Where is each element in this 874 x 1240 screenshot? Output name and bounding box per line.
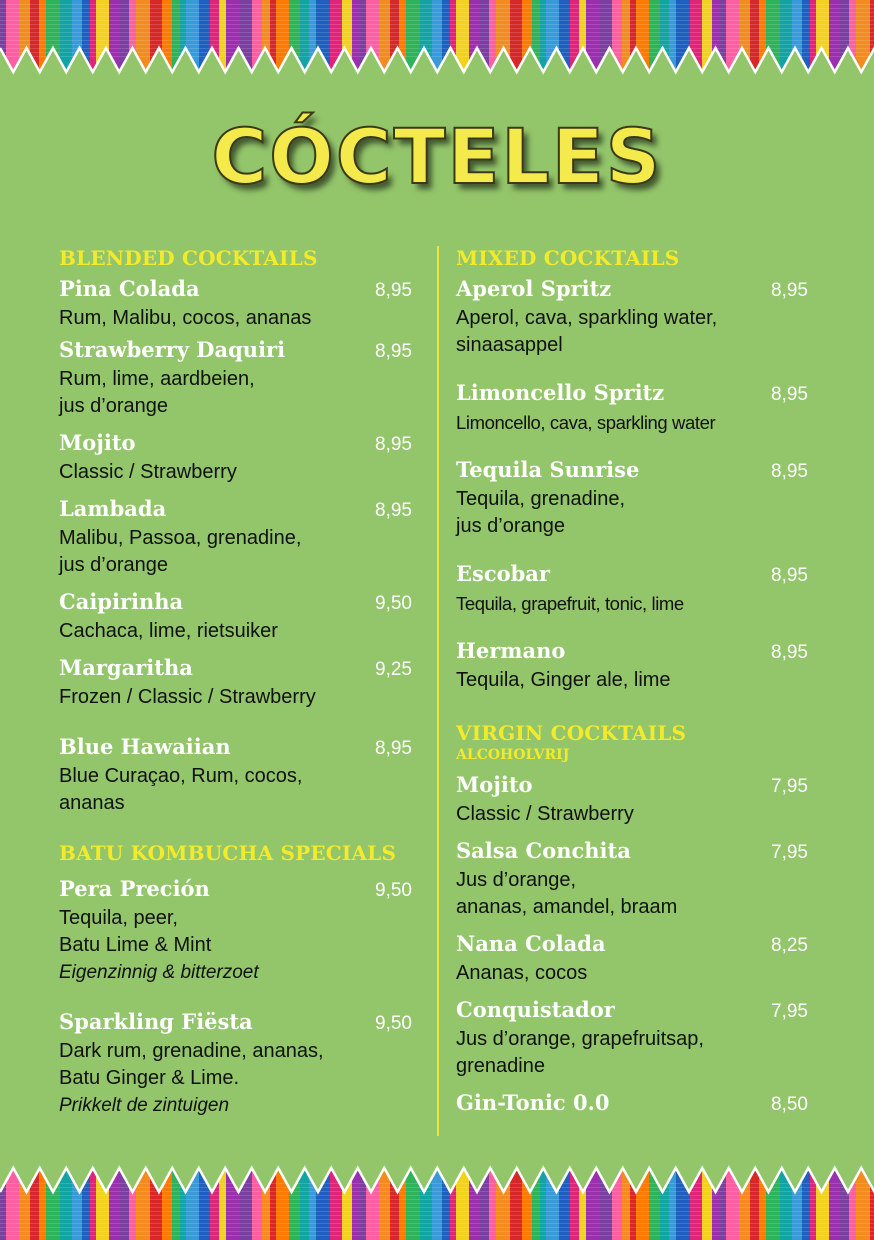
menu-item-description: jus d’orange [59,554,168,576]
column-divider [437,246,439,1136]
menu-item-price: 8,25 [771,935,808,956]
menu-item-header [59,588,412,618]
menu-item-description: Jus d’orange, [456,869,577,891]
menu-item [456,996,808,1080]
menu-item [456,837,808,921]
menu-item-description: Limoncello, cava, sparkling water [456,412,716,433]
menu-item-description: Frozen / Classic / Strawberry [59,686,316,708]
menu-item-header [59,336,412,366]
menu-item [456,771,808,828]
menu-item-price: 8,95 [771,565,808,586]
menu-item [59,495,412,579]
menu-item-price: 8,95 [375,500,412,521]
menu-item-name: Blue Hawaiian [59,734,231,759]
menu-item-description: Dark rum, grenadine, ananas, [59,1040,324,1062]
section-subtitle-virgin: ALCOHOLVRIJ [456,747,570,763]
menu-item-description: Tequila, peer, [59,907,178,929]
menu-item-description: Rum, Malibu, cocos, ananas [59,307,312,329]
menu-item-name: Mojito [456,772,533,797]
menu-item-description: Cachaca, lime, rietsuiker [59,620,278,642]
menu-item [59,275,412,332]
menu-item-name: Lambada [59,496,167,521]
right-column [456,244,808,1119]
menu-item-header [456,637,808,667]
menu-item [59,588,412,645]
menu-item-name: Conquistador [456,997,615,1022]
menu-item-description: Classic / Strawberry [456,803,634,825]
menu-item-price: 8,95 [771,280,808,301]
menu-item-name: Strawberry Daquiri [59,337,286,362]
section-title-virgin: VIRGIN COCKTAILS [456,721,687,745]
menu-item-header [59,429,412,459]
menu-item-tagline: Prikkelt de zintuigen [59,1095,230,1116]
menu-item-header [456,771,808,801]
menu-item-description: Malibu, Passoa, grenadine, [59,527,302,549]
menu-item-description: sinaasappel [456,334,563,356]
menu-item [456,637,808,694]
menu-item-name: Nana Colada [456,931,606,956]
menu-item-name: Pera Preción [59,876,210,901]
menu-item-description: Blue Curaçao, Rum, cocos, [59,765,303,787]
section-blended [59,244,412,817]
menu-item-name: Margaritha [59,655,193,680]
menu-item [456,275,808,359]
menu-item-header [59,495,412,525]
menu-item-name: Aperol Spritz [456,276,612,301]
menu-item [59,429,412,486]
menu-item [59,1008,412,1119]
menu-item-price: 9,25 [375,659,412,680]
menu-item-price: 9,50 [375,593,412,614]
menu-item-header [456,275,808,305]
menu-item-price: 8,95 [375,280,412,301]
menu-item-description: Tequila, Ginger ale, lime [456,669,671,691]
woven-border-top [0,0,874,80]
woven-border-bottom [0,1160,874,1240]
menu-item [59,875,412,986]
menu-item-description: ananas, amandel, braam [456,896,678,918]
menu-item-price: 7,95 [771,842,808,863]
menu-item-price: 8,95 [771,461,808,482]
menu-item [59,733,412,817]
menu-item-description: Batu Ginger & Lime. [59,1067,240,1089]
menu-item-price: 8,50 [771,1094,808,1115]
menu-item-name: Sparkling Fiësta [59,1009,253,1034]
menu-item-name: Limoncello Spritz [456,380,665,405]
menu-item [456,930,808,987]
menu-item-description: Jus d’orange, grapefruitsap, [456,1028,704,1050]
menu-item-price: 9,50 [375,1013,412,1034]
section-title-kombucha: BATU KOMBUCHA SPECIALS [59,841,397,865]
menu-item-description: Ananas, cocos [456,962,588,984]
left-column [59,244,412,1119]
menu-item-header [456,560,808,590]
menu-item-description: ananas [59,792,125,814]
menu-item-name: Salsa Conchita [456,838,631,863]
menu-item-header [59,733,412,763]
menu-item-tagline: Eigenzinnig & bitterzoet [59,962,259,983]
menu-item-description: Rum, lime, aardbeien, [59,368,255,390]
menu-item [59,336,412,420]
menu-item-name: Gin-Tonic 0.0 [456,1090,610,1115]
menu-item-price: 7,95 [771,1001,808,1022]
menu-item-name: Escobar [456,561,550,586]
menu-item-header [456,379,808,409]
menu-item-description: Tequila, grenadine, [456,488,626,510]
menu-item-description: Batu Lime & Mint [59,934,212,956]
menu-item-header [59,275,412,305]
menu-item-price: 8,95 [771,642,808,663]
menu-item-price: 8,95 [375,341,412,362]
menu-item-name: Hermano [456,638,566,663]
menu-item-name: Mojito [59,430,136,455]
menu-item [456,1089,808,1119]
section-kombucha [59,839,412,1119]
page-title: CÓCTELES [211,112,663,201]
menu-item-header [59,1008,412,1038]
menu-item [456,560,808,617]
menu-item [456,456,808,540]
menu-item-name: Pina Colada [59,276,200,301]
menu-item-description: jus d’orange [456,515,565,537]
menu-item-price: 8,95 [375,738,412,759]
menu-item-description: Tequila, grapefruit, tonic, lime [456,593,684,614]
menu-item-name: Caipirinha [59,589,184,614]
section-virgin [456,719,808,1119]
menu-item-header [59,654,412,684]
menu-item-price: 8,95 [375,434,412,455]
menu-item-name: Tequila Sunrise [456,457,640,482]
menu-item-description: Aperol, cava, sparkling water, [456,307,718,329]
menu-item-price: 9,50 [375,880,412,901]
section-mixed [456,244,808,694]
menu-item-description: jus d’orange [59,395,168,417]
menu-item-header [59,875,412,905]
menu-item-description: Classic / Strawberry [59,461,237,483]
menu-item-description: grenadine [456,1055,545,1077]
menu-item-header [456,930,808,960]
menu-item [456,379,808,436]
menu-item-header [456,1089,808,1119]
menu-item-price: 7,95 [771,776,808,797]
menu-item-price: 8,95 [771,384,808,405]
menu-item-header [456,456,808,486]
menu-item-header [456,996,808,1026]
menu-item [59,654,412,711]
section-title-blended: BLENDED COCKTAILS [59,246,318,270]
menu-item-header [456,837,808,867]
section-title-mixed: MIXED COCKTAILS [456,246,680,270]
